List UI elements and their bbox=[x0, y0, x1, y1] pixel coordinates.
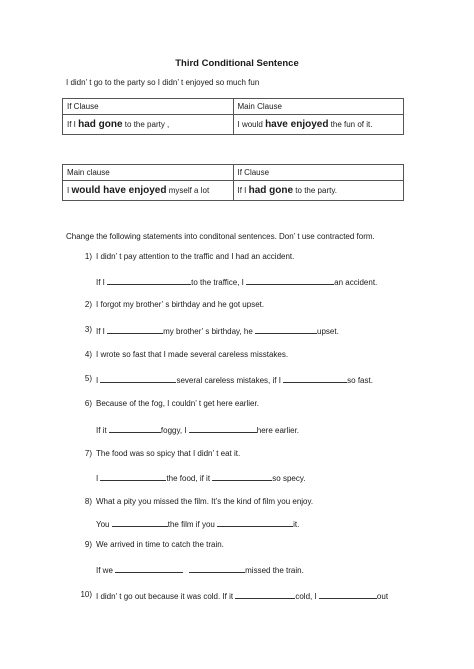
answer-text: missed the train. bbox=[245, 566, 304, 575]
table2-header-if: If Clause bbox=[233, 165, 404, 181]
answer-text: several careless mistakes, if I bbox=[176, 376, 284, 385]
answer-blank[interactable] bbox=[235, 590, 295, 599]
answer-text: cold, I bbox=[295, 592, 319, 601]
answer-text: so fast. bbox=[347, 376, 373, 385]
answer-text: the food, if it bbox=[166, 474, 213, 483]
table1-if-clause bbox=[63, 115, 234, 135]
answer-blank[interactable] bbox=[212, 472, 272, 481]
answer-blank[interactable] bbox=[112, 518, 168, 527]
answer-text: the film if you bbox=[167, 520, 218, 529]
answer-text: out bbox=[376, 592, 389, 601]
exercise-statement: I forgot my brother’ s birthday and he got upset. bbox=[96, 300, 265, 309]
answer-text: so specy. bbox=[272, 474, 306, 483]
exercise-number: 1) bbox=[84, 252, 92, 261]
answer-text: I bbox=[96, 474, 101, 483]
clause-text: I bbox=[67, 186, 72, 195]
exercise-statement: What a pity you missed the film. It’s the kind of film you enjoy. bbox=[96, 497, 314, 506]
exercise-number: 10) bbox=[80, 590, 92, 599]
exercise-statement: The food was so spicy that I didn’ t eat it. bbox=[96, 449, 241, 458]
exercise-statement: I wrote so fast that I made several careless misstakes. bbox=[96, 350, 289, 359]
clause-text: I would bbox=[237, 120, 266, 129]
clause-text: If I bbox=[67, 120, 79, 129]
clause-text: If I bbox=[237, 186, 249, 195]
answer-blank[interactable] bbox=[255, 325, 317, 334]
answer-text: foggy, I bbox=[160, 426, 189, 435]
instructions: Change the following statements into conditonal sentences. Don’ t use contracted form. bbox=[66, 232, 375, 241]
exercise-answer-line bbox=[96, 472, 305, 483]
answer-text: You bbox=[96, 520, 112, 529]
exercise-answer-line bbox=[96, 374, 373, 385]
exercise-statement: Because of the fog, I couldn’ t get here earlier. bbox=[96, 399, 259, 408]
emphasized-verb: had gone bbox=[78, 119, 123, 130]
table2-main-clause bbox=[63, 181, 234, 201]
exercise-answer-line bbox=[96, 590, 388, 601]
answer-blank[interactable] bbox=[109, 424, 161, 433]
answer-text: I bbox=[96, 376, 101, 385]
answer-blank[interactable] bbox=[217, 518, 293, 527]
exercise-answer-line bbox=[96, 424, 299, 435]
answer-text: an accident. bbox=[334, 278, 378, 287]
answer-text: it. bbox=[293, 520, 300, 529]
answer-text: upset. bbox=[317, 327, 339, 336]
exercise-number: 8) bbox=[84, 497, 92, 506]
answer-text: If I bbox=[96, 327, 108, 336]
answer-text: If it bbox=[96, 426, 109, 435]
clause-text: myself a lot bbox=[166, 186, 210, 195]
answer-text: If I bbox=[96, 278, 108, 287]
page-title: Third Conditional Sentence bbox=[175, 58, 299, 69]
exercise-statement: We arrived in time to catch the train. bbox=[96, 540, 224, 549]
clause-text: to the party. bbox=[293, 186, 337, 195]
exercise-statement: I didn’ t pay attention to the traffic and I had an accident. bbox=[96, 252, 295, 261]
answer-blank[interactable] bbox=[283, 374, 347, 383]
table1-header-if: If Clause bbox=[63, 99, 234, 115]
exercise-number: 6) bbox=[84, 399, 92, 408]
table1-header-main: Main Clause bbox=[233, 99, 404, 115]
answer-text: to the traffice, I bbox=[191, 278, 247, 287]
exercise-answer-line bbox=[96, 325, 339, 336]
exercise-number: 9) bbox=[84, 540, 92, 549]
clause-text: the fun of it. bbox=[328, 120, 373, 129]
table1-main-clause bbox=[233, 115, 404, 135]
answer-blank[interactable] bbox=[107, 325, 163, 334]
answer-blank[interactable] bbox=[100, 472, 166, 481]
answer-text: If we bbox=[96, 566, 116, 575]
exercise-answer-line bbox=[96, 276, 377, 287]
clause-text: to the party , bbox=[122, 120, 170, 129]
answer-text: here earlier. bbox=[256, 426, 300, 435]
answer-blank[interactable] bbox=[115, 564, 183, 573]
exercise-number: 4) bbox=[84, 350, 92, 359]
answer-blank[interactable] bbox=[189, 564, 245, 573]
exercise-number: 7) bbox=[84, 449, 92, 458]
answer-text: my brother’ s birthday, he bbox=[163, 327, 256, 336]
example-table-1 bbox=[62, 98, 404, 135]
exercise-number: 3) bbox=[84, 325, 92, 334]
example-table-2 bbox=[62, 164, 404, 201]
answer-blank[interactable] bbox=[246, 276, 334, 285]
emphasized-verb: would have enjoyed bbox=[71, 185, 167, 196]
table2-if-clause bbox=[233, 181, 404, 201]
exercise-answer-line bbox=[96, 518, 299, 529]
exercise-number: 2) bbox=[84, 300, 92, 309]
emphasized-verb: had gone bbox=[248, 185, 294, 196]
table2-header-main: Main clause bbox=[63, 165, 234, 181]
answer-blank[interactable] bbox=[189, 424, 257, 433]
answer-text: I didn’ t go out because it was cold. If it bbox=[96, 592, 236, 601]
answer-blank[interactable] bbox=[319, 590, 377, 599]
emphasized-verb: have enjoyed bbox=[265, 119, 329, 130]
answer-blank[interactable] bbox=[100, 374, 176, 383]
example-sentence: I didn’ t go to the party so I didn’ t enjoyed so much fun bbox=[66, 78, 260, 87]
exercise-answer-line bbox=[96, 564, 304, 575]
exercise-number: 5) bbox=[84, 374, 92, 383]
answer-blank[interactable] bbox=[107, 276, 191, 285]
